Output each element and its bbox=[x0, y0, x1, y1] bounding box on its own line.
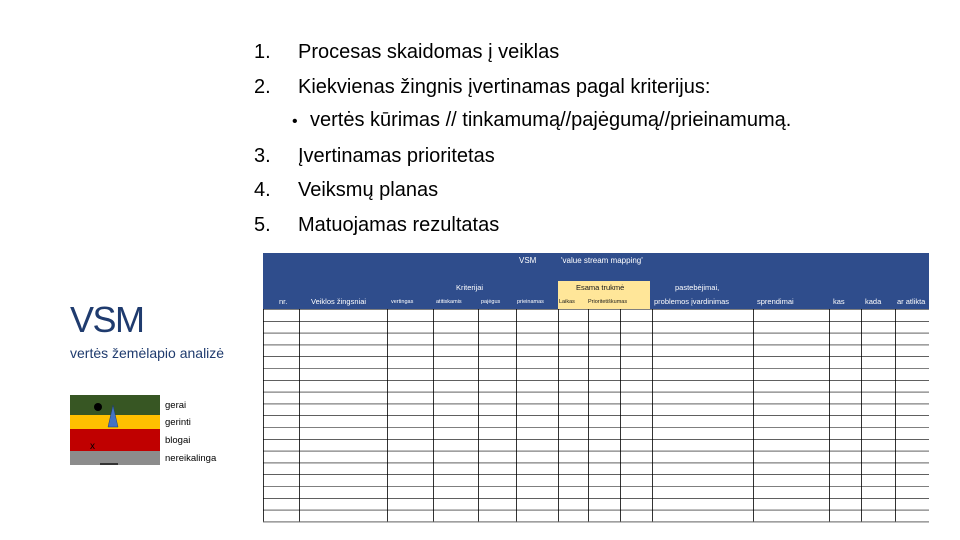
vsm-table bbox=[263, 253, 929, 523]
step-text: Veiksmų planas bbox=[298, 179, 439, 201]
col-pajegus: pajėgus bbox=[481, 299, 501, 305]
criteria-text: vertės kūrimas // tinkamumą//pajėgumą//prieinamumą. bbox=[310, 109, 792, 131]
criteria-bullet bbox=[292, 106, 791, 136]
group-pastebejimai: pastebėjimai, bbox=[675, 283, 720, 292]
esama-header-group bbox=[558, 281, 650, 309]
col-problemos: problemos įvardinimas bbox=[654, 297, 730, 306]
vsm-subtitle: vertės žemėlapio analizė bbox=[70, 345, 225, 361]
step-item bbox=[254, 176, 934, 211]
x-marker-icon: x bbox=[90, 441, 95, 452]
legend-item-gerai bbox=[70, 395, 220, 415]
group-kriterijai: Kriterijai bbox=[456, 283, 484, 292]
col-prieinamas: prieinamas bbox=[517, 299, 544, 305]
col-kas: kas bbox=[833, 297, 845, 306]
legend-label: gerai bbox=[165, 399, 187, 411]
col-kada: kada bbox=[865, 297, 882, 306]
step-item bbox=[254, 211, 934, 246]
banner-subtitle: 'value stream mapping' bbox=[561, 256, 643, 265]
legend bbox=[70, 395, 220, 465]
col-veiklos-zingsniai: Veiklos žingsniai bbox=[311, 297, 367, 306]
step-item bbox=[254, 73, 934, 108]
step-item bbox=[254, 142, 934, 177]
col-nr: nr. bbox=[279, 297, 288, 306]
step-number: 5. bbox=[254, 213, 271, 236]
step-number: 1. bbox=[254, 41, 271, 63]
step-number: 3. bbox=[254, 144, 271, 167]
step-text: Kiekvienas žingnis įvertinamas pagal kriterijus: bbox=[298, 75, 711, 98]
vsm-title: VSM bbox=[70, 299, 144, 340]
step-number: 2. bbox=[254, 75, 271, 98]
legend-label: nereikalinga bbox=[165, 452, 217, 464]
banner-title: VSM bbox=[519, 256, 537, 265]
legend-swatch bbox=[70, 415, 160, 429]
legend-swatch bbox=[70, 395, 160, 415]
col-atitiskamis: atitiskamis bbox=[436, 299, 462, 305]
table-banner bbox=[263, 253, 929, 281]
legend-item-gerinti bbox=[70, 415, 220, 429]
step-item bbox=[254, 38, 934, 73]
legend-label: gerinti bbox=[165, 416, 191, 428]
legend-item-nereikalinga bbox=[70, 451, 220, 465]
col-sprendimai: sprendimai bbox=[757, 297, 794, 306]
step-text: Procesas skaidomas į veiklas bbox=[298, 41, 560, 63]
bullet-icon: • bbox=[292, 113, 298, 130]
legend-swatch bbox=[70, 429, 160, 451]
legend-item-blogai bbox=[70, 429, 220, 451]
step-number: 4. bbox=[254, 179, 271, 201]
legend-swatch bbox=[70, 451, 160, 465]
step-text: Matuojamas rezultatas bbox=[298, 213, 500, 236]
step-text: Įvertinamas prioritetas bbox=[298, 144, 495, 167]
table-grid bbox=[263, 309, 929, 523]
table-header bbox=[263, 281, 929, 309]
legend-label: blogai bbox=[165, 434, 191, 446]
steps-list bbox=[254, 38, 934, 245]
group-esama: Esama trukmė bbox=[576, 283, 625, 292]
col-prioritetiskumas: Prioritetiškumas bbox=[588, 299, 628, 305]
col-laikas: Laikas bbox=[559, 299, 575, 305]
col-vertingas: vertingas bbox=[391, 299, 414, 305]
col-ar-atlikta: ar atlikta bbox=[897, 297, 926, 306]
